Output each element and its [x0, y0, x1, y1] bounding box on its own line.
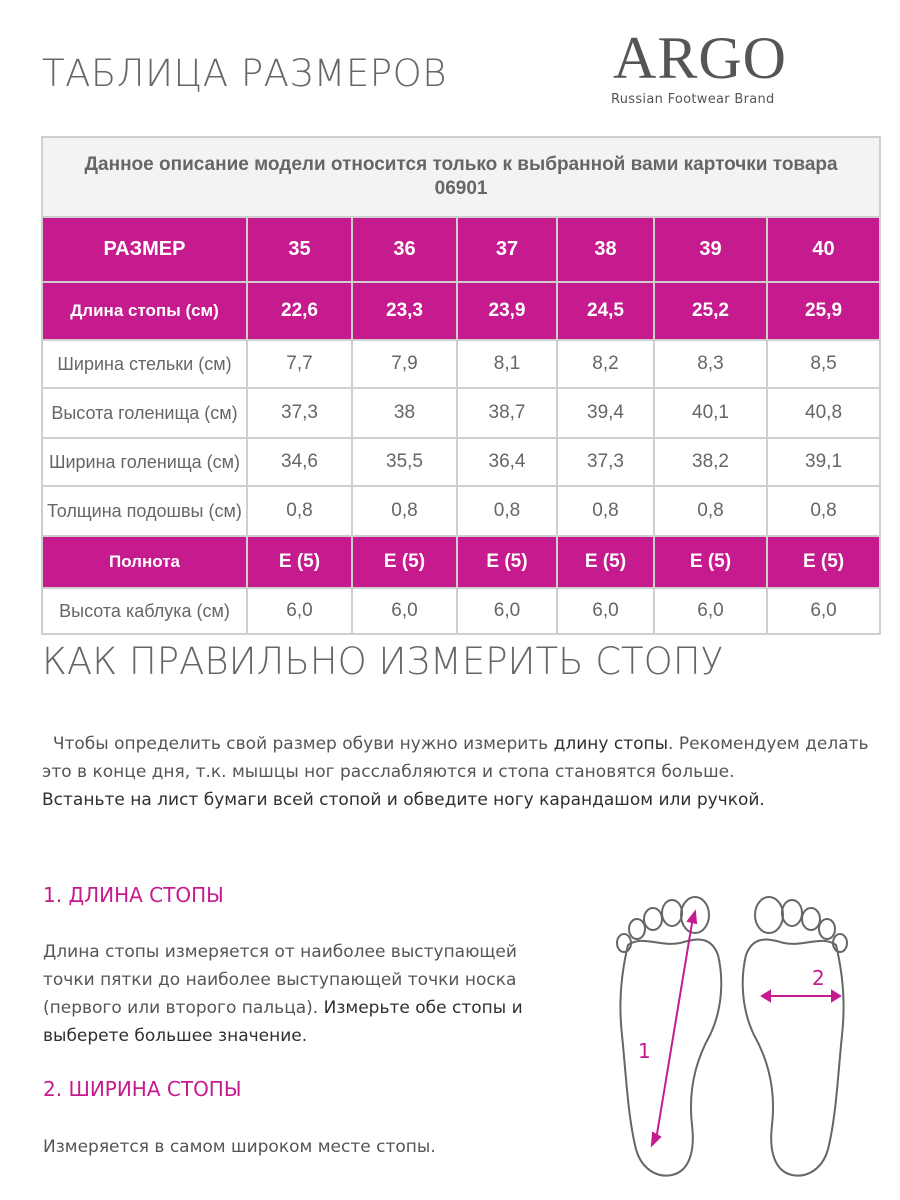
table-cell: 38,2	[654, 438, 767, 486]
table-row	[42, 388, 880, 438]
table-cell: E (5)	[247, 536, 352, 588]
page-title: ТАБЛИЦА РАЗМЕРОВ	[42, 52, 447, 95]
row-label: Толщина подошвы (см)	[42, 486, 247, 536]
table-cell: 8,2	[557, 340, 654, 388]
table-row	[42, 486, 880, 536]
table-cell: 38	[352, 388, 457, 438]
brand-tagline: Russian Footwear Brand	[611, 92, 775, 107]
table-cell: 0,8	[352, 486, 457, 536]
size-header-label: РАЗМЕР	[42, 217, 247, 282]
table-cell: 35,5	[352, 438, 457, 486]
table-cell: 40,8	[767, 388, 880, 438]
table-cell: 6,0	[247, 588, 352, 634]
row-label: Ширина голенища (см)	[42, 438, 247, 486]
left-toe-2	[662, 900, 682, 926]
table-cell: E (5)	[557, 536, 654, 588]
table-cell: 8,5	[767, 340, 880, 388]
table-row	[42, 588, 880, 634]
intro-paragraph	[42, 730, 872, 814]
table-cell: 0,8	[557, 486, 654, 536]
intro-highlight: длину стопы	[553, 734, 669, 754]
length-arrow-head-bottom	[652, 1133, 660, 1145]
table-cell: 40,1	[654, 388, 767, 438]
table-cell: 6,0	[457, 588, 557, 634]
table-cell: 6,0	[767, 588, 880, 634]
size-header-cell: 35	[247, 217, 352, 282]
measure-title: КАК ПРАВИЛЬНО ИЗМЕРИТЬ СТОПУ	[42, 640, 724, 683]
right-foot-outline	[743, 940, 844, 1176]
table-cell: 22,6	[247, 282, 352, 340]
table-cell: 6,0	[352, 588, 457, 634]
feet-illustration	[600, 885, 870, 1185]
table-cell: 23,3	[352, 282, 457, 340]
table-cell: 25,2	[654, 282, 767, 340]
intro-text-2: . Рекомендуем делать это в конце дня, т.к. мышцы ног расслабляются и стопа становятся больше.	[42, 734, 869, 782]
table-cell: 38,7	[457, 388, 557, 438]
table-cell: 24,5	[557, 282, 654, 340]
table-cell: 8,1	[457, 340, 557, 388]
table-row	[42, 282, 880, 340]
table-row	[42, 438, 880, 486]
right-toe-1	[755, 897, 783, 933]
length-marker: 1	[638, 1039, 651, 1063]
table-note: Данное описание модели относится только к выбранной вами карточки товара 06901	[42, 137, 880, 217]
table-cell: 37,3	[557, 438, 654, 486]
table-cell: 39,4	[557, 388, 654, 438]
row-label: Высота голенища (см)	[42, 388, 247, 438]
size-header-cell: 37	[457, 217, 557, 282]
section-1-emphasis: Измерьте обе стопы и выберете большее значение.	[43, 998, 523, 1046]
table-cell: 0,8	[654, 486, 767, 536]
right-toe-2	[782, 900, 802, 926]
intro-instruction: Встаньте на лист бумаги всей стопой и обведите ногу карандашом или ручкой.	[42, 790, 765, 810]
width-arrow-head-left	[762, 991, 770, 1001]
table-cell: 0,8	[247, 486, 352, 536]
size-table	[41, 136, 881, 635]
table-cell: E (5)	[457, 536, 557, 588]
size-header-cell: 39	[654, 217, 767, 282]
table-cell: 6,0	[654, 588, 767, 634]
section-1-body: Длина стопы измеряется от наиболее выступающей точки пятки до наиболее выступающей точки носка (первого или второго пальца).	[43, 942, 517, 1018]
left-toe-3	[644, 908, 662, 930]
section-1-title: 1. ДЛИНА СТОПЫ	[43, 883, 224, 907]
right-toe-4	[819, 919, 835, 939]
size-header-row	[42, 217, 880, 282]
section-2-title: 2. ШИРИНА СТОПЫ	[43, 1077, 242, 1101]
table-cell: 34,6	[247, 438, 352, 486]
table-cell: 39,1	[767, 438, 880, 486]
section-2-text: Измеряется в самом широком месте стопы.	[43, 1137, 436, 1157]
table-cell: E (5)	[767, 536, 880, 588]
row-label: Полнота	[42, 536, 247, 588]
table-cell: 8,3	[654, 340, 767, 388]
length-arrow-head-top	[688, 912, 696, 923]
left-toe-4	[629, 919, 645, 939]
section-1-text	[43, 938, 573, 1050]
table-cell: 7,7	[247, 340, 352, 388]
width-marker: 2	[812, 966, 825, 990]
size-header-cell: 40	[767, 217, 880, 282]
table-cell: 37,3	[247, 388, 352, 438]
table-cell: E (5)	[352, 536, 457, 588]
right-toe-5	[833, 934, 847, 952]
table-cell: 0,8	[767, 486, 880, 536]
size-header-cell: 36	[352, 217, 457, 282]
width-arrow-head-right	[832, 991, 840, 1001]
table-cell: 0,8	[457, 486, 557, 536]
table-row	[42, 536, 880, 588]
left-toe-5	[617, 934, 631, 952]
table-cell: 23,9	[457, 282, 557, 340]
table-cell: 6,0	[557, 588, 654, 634]
row-label: Высота каблука (см)	[42, 588, 247, 634]
size-header-cell: 38	[557, 217, 654, 282]
left-foot-outline	[620, 940, 721, 1176]
table-cell: 36,4	[457, 438, 557, 486]
table-cell: 25,9	[767, 282, 880, 340]
length-arrow	[656, 917, 693, 1140]
table-cell: 7,9	[352, 340, 457, 388]
row-label: Длина стопы (см)	[42, 282, 247, 340]
table-row	[42, 340, 880, 388]
brand-logo: ARGO	[613, 25, 788, 91]
table-cell: E (5)	[654, 536, 767, 588]
row-label: Ширина стельки (см)	[42, 340, 247, 388]
intro-text: Чтобы определить свой размер обуви нужно измерить	[52, 734, 554, 754]
right-toe-3	[802, 908, 820, 930]
